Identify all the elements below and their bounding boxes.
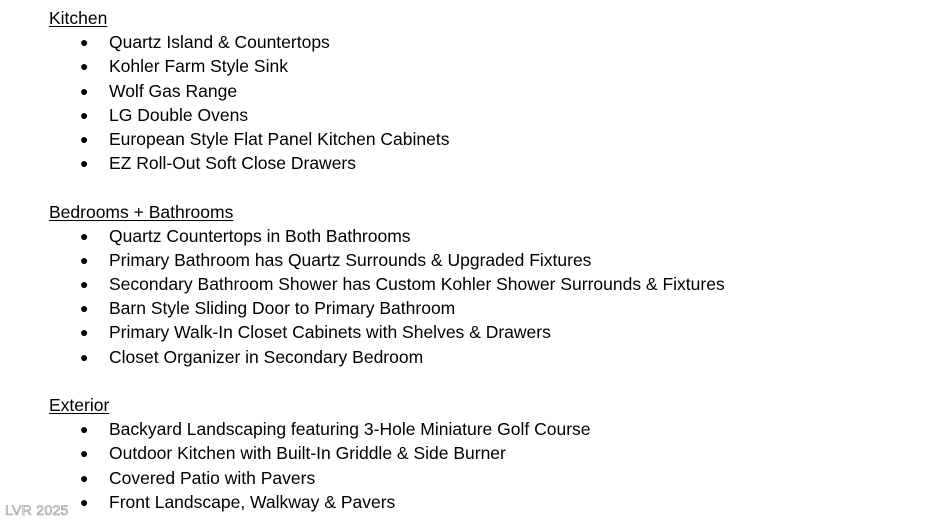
section-kitchen	[49, 6, 929, 175]
list-item-text: Quartz Island & Countertops	[109, 32, 330, 53]
bullet-icon: ●	[80, 82, 89, 99]
list-item-text: Closet Organizer in Secondary Bedroom	[109, 346, 424, 367]
list-item-text: Backyard Landscaping featuring 3-Hole Miniature Golf Course	[109, 419, 591, 440]
section-heading: Kitchen	[49, 8, 108, 28]
list-item-text: Covered Patio with Pavers	[109, 467, 316, 488]
list-item-text: Secondary Bathroom Shower has Custom Kohler Shower Surrounds & Fixtures	[109, 274, 725, 295]
list-item	[49, 248, 929, 272]
bullet-list	[49, 224, 929, 369]
bullet-icon: ●	[80, 34, 89, 51]
section-exterior	[49, 393, 929, 514]
bullet-icon: ●	[80, 276, 89, 293]
bullet-icon: ●	[80, 445, 89, 462]
section-heading: Bedrooms + Bathrooms	[49, 201, 234, 222]
list-item	[49, 30, 929, 54]
list-item	[49, 320, 929, 344]
list-item	[49, 224, 929, 248]
list-item-text: Primary Bathroom has Quartz Surrounds & Upgraded Fixtures	[109, 249, 592, 270]
list-item	[49, 103, 929, 127]
list-item	[49, 417, 929, 441]
list-item	[49, 127, 929, 151]
list-item	[49, 466, 929, 490]
bullet-icon: ●	[80, 227, 89, 244]
section-heading: Exterior	[49, 395, 110, 415]
bullet-icon: ●	[80, 493, 89, 510]
bullet-icon: ●	[80, 130, 89, 147]
list-item-text: European Style Flat Panel Kitchen Cabinets	[109, 128, 450, 149]
bullet-icon: ●	[80, 251, 89, 268]
list-item-text: Quartz Countertops in Both Bathrooms	[109, 225, 411, 246]
section-spacer	[49, 175, 929, 199]
bullet-icon: ●	[80, 300, 89, 317]
list-item	[49, 296, 929, 320]
list-item-text: Wolf Gas Range	[109, 80, 238, 101]
bullet-icon: ●	[80, 469, 89, 486]
bullet-list	[49, 417, 929, 514]
list-item	[49, 345, 929, 369]
section-bedrooms-bathrooms	[49, 200, 929, 369]
feature-list-document	[49, 6, 929, 514]
section-spacer	[49, 369, 929, 393]
list-item-text: Kohler Farm Style Sink	[109, 56, 288, 77]
bullet-list	[49, 30, 929, 175]
bullet-icon: ●	[80, 324, 89, 341]
list-item	[49, 79, 929, 103]
bullet-icon: ●	[80, 106, 89, 123]
list-item	[49, 151, 929, 175]
list-item	[49, 490, 929, 514]
bullet-icon: ●	[80, 421, 89, 438]
list-item	[49, 272, 929, 296]
list-item-text: LG Double Ovens	[109, 104, 249, 125]
list-item-text: Primary Walk-In Closet Cabinets with Shelves & Drawers	[109, 322, 551, 343]
bullet-icon: ●	[80, 348, 89, 365]
list-item	[49, 441, 929, 465]
list-item-text: Front Landscape, Walkway & Pavers	[109, 491, 396, 512]
list-item-text: Outdoor Kitchen with Built-In Griddle & Side Burner	[109, 443, 506, 464]
bullet-icon: ●	[80, 58, 89, 75]
list-item	[49, 54, 929, 78]
list-item-text: Barn Style Sliding Door to Primary Bathroom	[109, 298, 456, 319]
watermark-text: LVR 2025	[5, 502, 69, 518]
bullet-icon: ●	[80, 155, 89, 172]
list-item-text: EZ Roll-Out Soft Close Drawers	[109, 153, 357, 174]
